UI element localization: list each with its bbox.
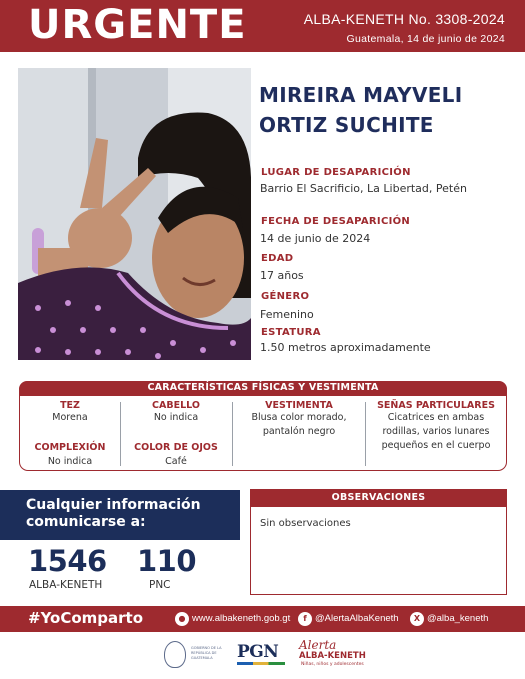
facebook-link[interactable]: @AlertaAlbaKeneth xyxy=(315,613,399,624)
marks-value-line3: pequeños en el cuerpo xyxy=(381,440,491,451)
alba-keneth-logo: ALBA-KENETH xyxy=(299,651,366,661)
marks-value-line2: rodillas, varios lunares xyxy=(382,426,490,437)
photo-illustration xyxy=(18,68,251,360)
hair-value: No indica xyxy=(153,412,199,423)
observations-title: OBSERVACIONES xyxy=(331,492,426,503)
x-icon: X xyxy=(410,612,424,626)
skin-tone-label: TEZ xyxy=(60,400,80,411)
alerta-logo: Alerta xyxy=(299,638,337,652)
marks-value-line1: Cicatrices en ambas xyxy=(387,412,485,423)
height-label: ESTATURA xyxy=(261,327,321,338)
guatemala-seal-logo xyxy=(164,641,186,668)
alba-keneth-logo-sub: Niñas, niños y adolescentes xyxy=(301,662,364,667)
age-value: 17 años xyxy=(260,269,304,282)
case-place-date: Guatemala, 14 de junio de 2024 xyxy=(346,33,505,45)
gender-value: Femenino xyxy=(260,308,314,321)
pgn-logo: PGN xyxy=(237,642,279,662)
date-value: 14 de junio de 2024 xyxy=(260,232,371,245)
facebook-icon: f xyxy=(298,612,312,626)
person-name-line2: ORTIZ SUCHITE xyxy=(259,113,434,137)
website-link[interactable]: www.albakeneth.gob.gt xyxy=(192,613,291,624)
contact-line1: Cualquier información xyxy=(26,497,201,513)
missing-person-photo xyxy=(18,68,251,360)
pgn-logo-bar xyxy=(237,662,285,665)
globe-icon: ● xyxy=(175,612,189,626)
eye-color-label: COLOR DE OJOS xyxy=(134,442,218,453)
height-value: 1.50 metros aproximadamente xyxy=(260,341,431,354)
build-label: COMPLEXIÓN xyxy=(34,442,106,453)
marks-label: SEÑAS PARTICULARES xyxy=(377,400,495,411)
age-label: EDAD xyxy=(261,253,294,264)
characteristics-title: CARACTERÍSTICAS FÍSICAS Y VESTIMENTA xyxy=(147,382,379,393)
urgent-title: URGENTE xyxy=(28,2,247,48)
contact-text xyxy=(26,497,236,531)
clothing-value-line1: Blusa color morado, xyxy=(251,412,347,423)
x-link[interactable]: @alba_keneth xyxy=(427,613,489,624)
phone-label-alba-keneth: ALBA-KENETH xyxy=(29,579,103,591)
clothing-label: VESTIMENTA xyxy=(265,400,333,411)
phone-label-pnc: PNC xyxy=(149,579,171,591)
contact-line2: comunicarse a: xyxy=(26,514,146,530)
phone-number-alba-keneth[interactable]: 1546 xyxy=(28,544,107,578)
gender-label: GÉNERO xyxy=(261,291,310,302)
date-label: FECHA DE DESAPARICIÓN xyxy=(261,216,411,227)
hair-label: CABELLO xyxy=(152,400,200,411)
build-value: No indica xyxy=(47,456,93,467)
observations-text: Sin observaciones xyxy=(260,518,351,529)
column-divider xyxy=(120,402,121,466)
column-divider xyxy=(232,402,233,466)
place-label: LUGAR DE DESAPARICIÓN xyxy=(261,167,411,178)
person-name-line1: MIREIRA MAYVELI xyxy=(259,83,463,107)
hashtag: #YoComparto xyxy=(28,609,144,627)
eye-color-value: Café xyxy=(165,456,187,467)
case-number: ALBA-KENETH No. 3308-2024 xyxy=(303,11,505,27)
clothing-value-line2: pantalón negro xyxy=(262,426,336,437)
skin-tone-value: Morena xyxy=(52,412,88,423)
place-value: Barrio El Sacrificio, La Libertad, Petén xyxy=(260,182,467,195)
guatemala-seal-text: GOBIERNO DE LA REPÚBLICA DE GUATEMALA xyxy=(191,646,222,660)
person-name xyxy=(259,80,509,140)
phone-number-pnc[interactable]: 110 xyxy=(137,544,197,578)
